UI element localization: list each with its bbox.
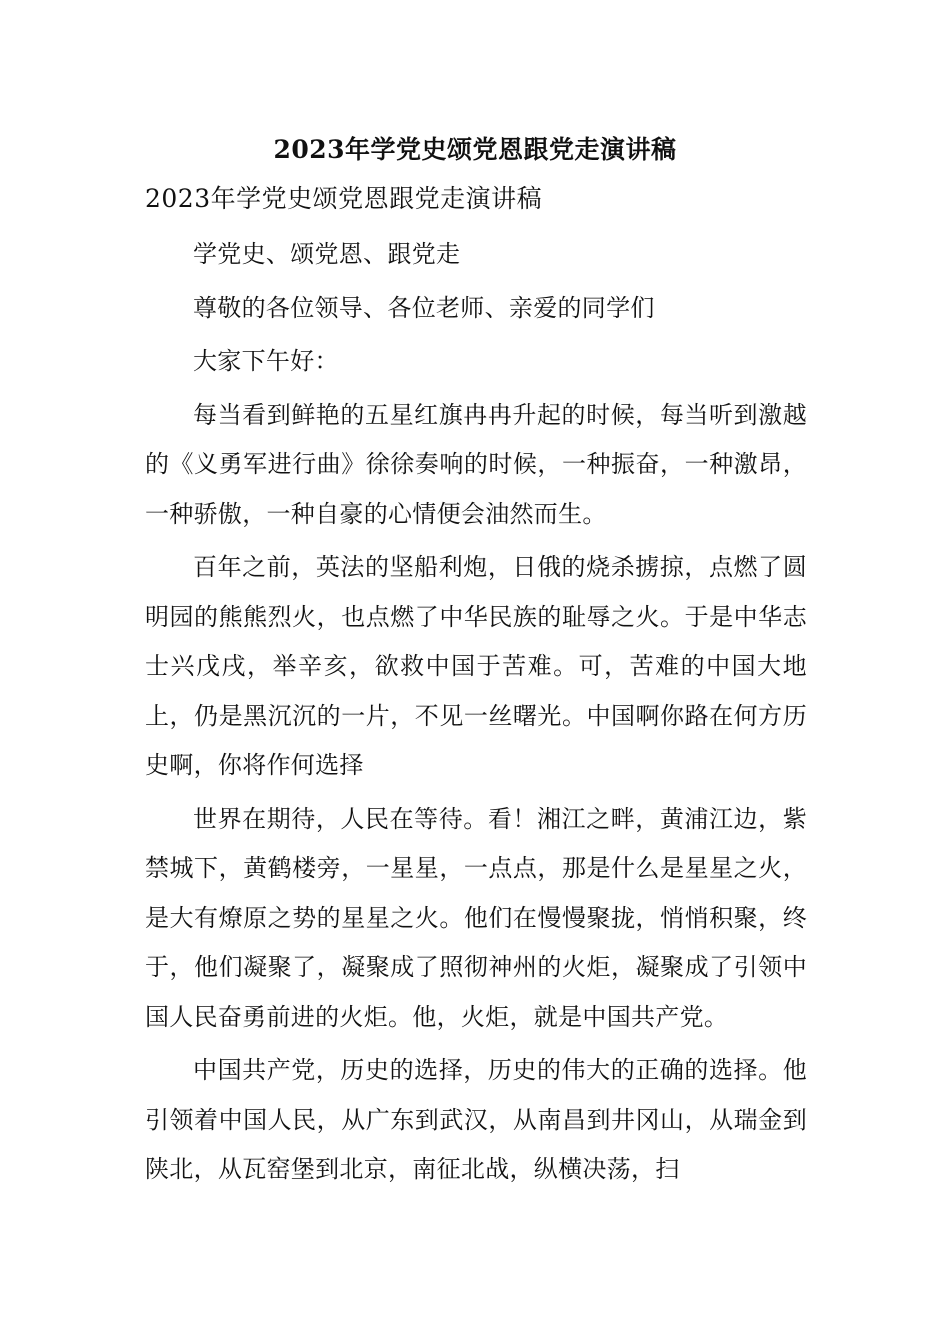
paragraph-flag: 每当看到鲜艳的五星红旗冉冉升起的时候，每当听到激越的《义勇军进行曲》徐徐奏响的时候，一种振奋，一种激昂，一种骄傲，一种自豪的心情便会油然而生。 (145, 400, 807, 528)
paragraph-salutation: 尊敬的各位领导、各位老师、亲爱的同学们 (193, 293, 655, 322)
paragraph-history: 百年之前，英法的坚船利炮，日俄的烧杀掳掠，点燃了圆明园的熊熊烈火，也点燃了中华民族的耻辱之火。于是中华志士兴戊戌，举辛亥，欲救中国于苦难。可，苦难的中国大地上，仍是黑沉沉的一片，不见一丝曙光。中国啊你路在何方历史啊，你将作何选择 (145, 553, 807, 779)
paragraph-torch: 世界在期待，人民在等待。看！湘江之畔，黄浦江边，紫禁城下，黄鹤楼旁，一星星，一点点，那是什么是星星之火，是大有燎原之势的星星之火。他们在慢慢聚拢，悄悄积聚，终于，他们凝聚了，凝聚成了照彻神州的火炬，凝聚成了引领中国人民奋勇前进的火炬。他，火炬，就是中国共产党。 (145, 804, 807, 1031)
paragraph-greeting: 大家下午好： (193, 347, 339, 375)
document-body (145, 180, 807, 1199)
paragraph-party: 中国共产党，历史的选择，历史的伟大的正确的选择。他引领着中国人民，从广东到武汉，从南昌到井冈山，从瑞金到陕北，从瓦窑堡到北京，南征北战，纵横决荡，扫 (145, 1056, 807, 1183)
document-title: 2023年学党史颂党恩跟党走演讲稿 (273, 135, 677, 164)
paragraph-topic: 学党史、颂党恩、跟党走 (193, 240, 461, 268)
document-subtitle: 2023年学党史颂党恩跟党走演讲稿 (145, 184, 543, 213)
